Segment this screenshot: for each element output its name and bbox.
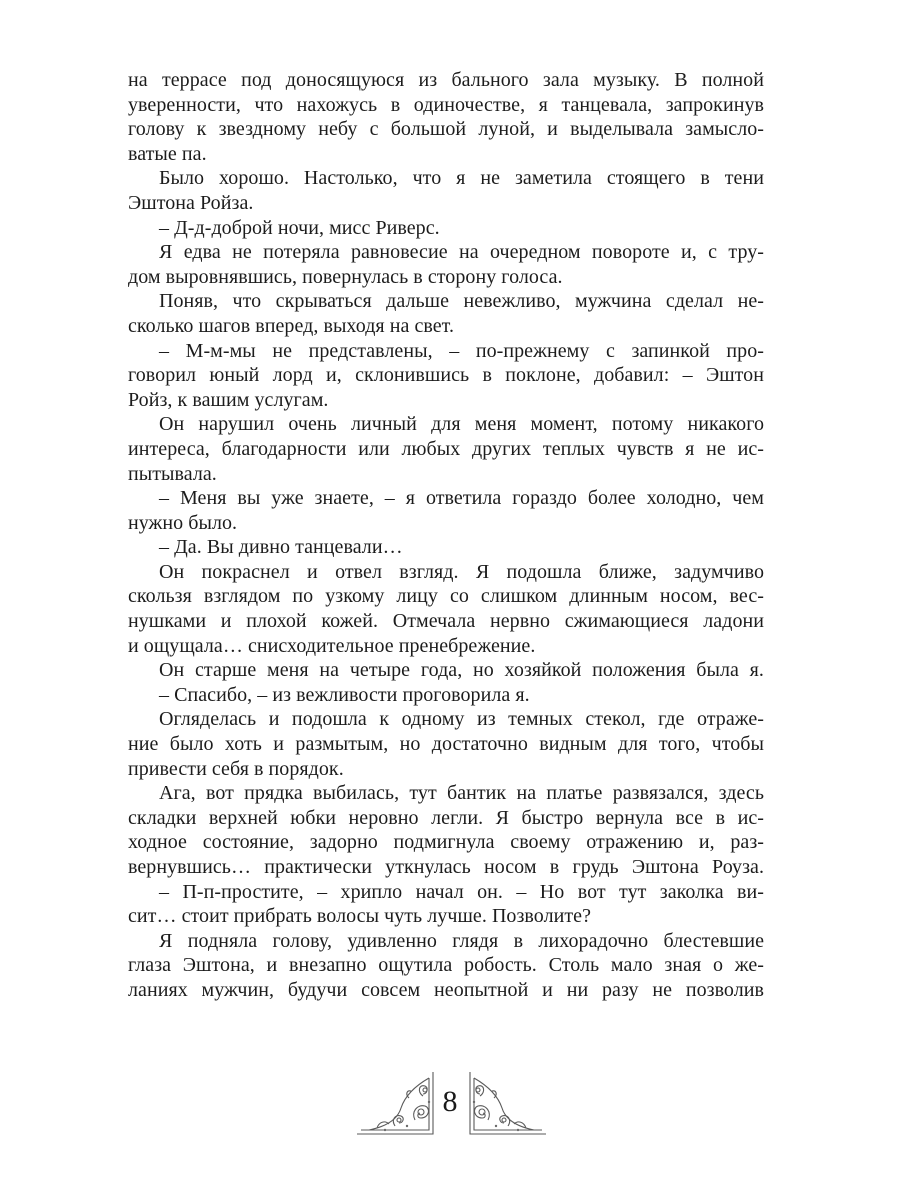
text-line: ходное состояние, задорно подмигнула своему отражению и, раз- [128,831,764,854]
text-line: говорил юный лорд и, склонившись в поклоне, добавил: – Эштон [128,364,764,387]
text-line: сколько шагов вперед, выходя на свет. [128,314,455,337]
text-line: Поняв, что скрываться дальше невежливо, мужчина сделал не- [159,290,764,313]
text-line: вернувшись… практически уткнулась носом в грудь Эштона Роуза. [128,856,764,878]
text-line: – Меня вы уже знаете, – я ответила гораздо более холодно, чем [159,487,764,510]
book-page-text [128,68,764,1003]
text-line: Я подняла голову, удивленно глядя в лихорадочно блестевшие [159,929,764,952]
floral-ornament-right-icon [466,1068,548,1140]
text-line: интереса, благодарности или любых других теплых чувств я не ис- [128,437,764,460]
text-line: – М-м-мы не представлены, – по-прежнему с запинкой про- [159,339,764,362]
text-line: ние было хоть и размытым, но достаточно видным для того, чтобы [128,733,764,756]
floral-ornament-left-icon [355,1068,437,1140]
text-line: Он старше меня на четыре года, но хозяйкой положения была я. [159,659,764,682]
text-line: глаза Эштона, и внезапно ощутила робость. Столь мало зная о же- [128,954,764,977]
text-line: сит… стоит прибрать волосы чуть лучше. Позволите? [128,905,592,928]
text-line: Он покраснел и отвел взгляд. Я подошла ближе, задумчиво [159,560,764,583]
text-line: ватые па. [128,142,207,165]
text-line: ланиях мужчин, будучи совсем неопытной и ни разу не позволив [128,978,764,1001]
text-line: складки верхней юбки неровно легли. Я быстро вернула все в ис- [128,806,764,829]
text-line: Я едва не потеряла равновесие на очередном повороте и, с тру- [159,241,764,264]
text-line: на террасе под доносящуюся из бального зала музыку. В полной [128,69,764,91]
page-footer [0,1068,900,1148]
text-line: Эштона Ройза. [128,191,254,214]
text-line: нужно было. [128,511,238,534]
text-line: голову к звездному небу с большой луной, и выделывала замысло- [128,118,764,141]
text-line: – П-п-простите, – хрипло начал он. – Но вот тут заколка ви- [159,880,764,903]
text-line: – Д-д-доброй ночи, мисс Риверс. [159,216,440,239]
text-line: уверенности, что нахожусь в одиночестве, я танцевала, запрокинув [128,93,764,116]
text-line: скользя взглядом по узкому лицу со слишком длинным носом, вес- [128,585,764,608]
text-line: – Спасибо, – из вежливости проговорила я. [159,683,530,706]
text-line: Огляделась и подошла к одному из темных стекол, где отраже- [159,708,764,731]
text-line: привести себя в порядок. [128,757,344,780]
text-line: Он нарушил очень личный для меня момент, потому никакого [159,413,764,436]
text-line: пытывала. [128,462,217,485]
text-line: Ройз, к вашим услугам. [128,388,329,411]
text-line: дом выровнявшись, повернулась в сторону голоса. [128,265,563,288]
text-line: нушками и плохой кожей. Отмечала нервно сжимающиеся ладони [128,610,764,633]
text-line: Было хорошо. Настолько, что я не заметила стоящего в тени [159,167,764,190]
text-line: – Да. Вы дивно танцевали… [159,536,403,559]
text-line: Ага, вот прядка выбилась, тут бантик на платье развязался, здесь [159,782,764,805]
page-number: 8 [442,1085,458,1118]
text-line: и ощущала… снисходительное пренебрежение. [128,634,536,657]
